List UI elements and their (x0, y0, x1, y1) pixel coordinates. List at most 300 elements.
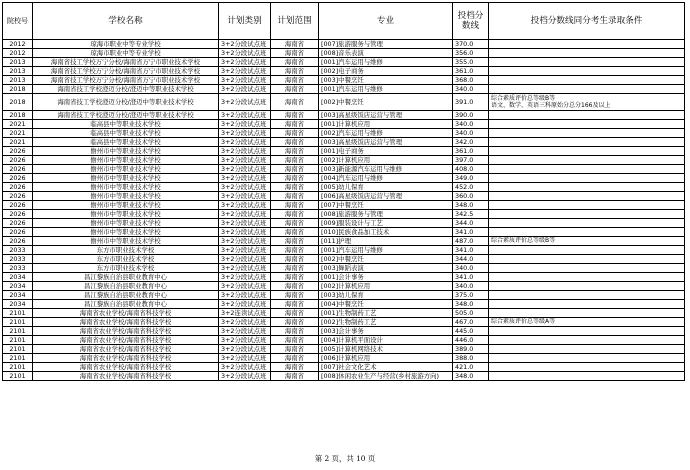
cell-school: 昌江黎族自治县职业教育中心 (33, 291, 219, 300)
cell-major: [010]民族食品加工技术 (319, 228, 453, 237)
cell-school: 儋州市中等职业技术学校 (33, 165, 219, 174)
cell-condition (489, 309, 685, 318)
cell-category: 3+2分段试点班 (219, 156, 271, 165)
table-row (3, 309, 685, 318)
cell-school: 海南省农业学校/海南省科技学校 (33, 309, 219, 318)
table-row (3, 327, 685, 336)
table-row (3, 94, 685, 111)
table-row (3, 165, 685, 174)
cell-score: 397.0 (453, 156, 489, 165)
table-row (3, 228, 685, 237)
cell-score: 342.5 (453, 210, 489, 219)
cell-code: 2026 (3, 219, 33, 228)
cell-code: 2101 (3, 309, 33, 318)
cell-score: 505.0 (453, 309, 489, 318)
cell-scope: 海南省 (271, 85, 319, 94)
cell-condition (489, 228, 685, 237)
cell-school: 琼海市职业中等专业学校 (33, 40, 219, 49)
table-row (3, 345, 685, 354)
cell-scope: 海南省 (271, 300, 319, 309)
cell-category: 3+2分段试点班 (219, 138, 271, 147)
cell-code: 2101 (3, 336, 33, 345)
cell-scope: 海南省 (271, 58, 319, 67)
cell-condition (489, 58, 685, 67)
cell-score: 452.0 (453, 183, 489, 192)
cell-condition (489, 264, 685, 273)
cell-condition (489, 282, 685, 291)
page-footer: 第 2 页，共 10 页 (314, 454, 376, 463)
cell-code: 2018 (3, 111, 33, 120)
cell-school: 海南省农业学校/海南省科技学校 (33, 345, 219, 354)
cell-condition (489, 201, 685, 210)
cell-school: 儋州市中等职业技术学校 (33, 201, 219, 210)
cell-scope: 海南省 (271, 129, 319, 138)
cell-category: 3+2分段试点班 (219, 228, 271, 237)
cell-code: 2026 (3, 201, 33, 210)
cell-major: [002]计算机应用 (319, 156, 453, 165)
cell-major: [002]汽车运用与维修 (319, 129, 453, 138)
cell-score: 344.0 (453, 219, 489, 228)
table-row (3, 372, 685, 381)
cell-condition (489, 372, 685, 381)
cell-scope: 海南省 (271, 174, 319, 183)
cell-code: 2034 (3, 300, 33, 309)
cell-score: 341.0 (453, 246, 489, 255)
cell-major: [001]汽车运用与维修 (319, 246, 453, 255)
cell-school: 儋州市中等职业技术学校 (33, 228, 219, 237)
table-row (3, 318, 685, 327)
cell-major: [002]中餐烹饪 (319, 255, 453, 264)
header-condition: 投档分数线同分考生录取条件 (489, 3, 685, 40)
cell-school: 琼海市职业中等专业学校 (33, 49, 219, 58)
header-category: 计划类别 (219, 3, 271, 40)
cell-school: 海南省技工学校澄迈分校/澄迈中等职业技术学校 (33, 94, 219, 111)
cell-category: 3+2分段试点班 (219, 318, 271, 327)
cell-school: 昌江黎族自治县职业教育中心 (33, 282, 219, 291)
cell-school: 海南省技工学校澄迈分校/澄迈中等职业技术学校 (33, 111, 219, 120)
cell-major: [003]幼儿保育 (319, 291, 453, 300)
cell-major: [008]休闲农业生产与经营(乡村旅游方向) (319, 372, 453, 381)
cell-score: 390.0 (453, 111, 489, 120)
cell-score: 340.0 (453, 282, 489, 291)
cell-school: 临高县中等职业技术学校 (33, 138, 219, 147)
cell-score: 342.0 (453, 138, 489, 147)
cell-score: 445.0 (453, 327, 489, 336)
cell-major: [006]高星级饭店运营与管理 (319, 192, 453, 201)
cell-school: 昌江黎族自治县职业教育中心 (33, 300, 219, 309)
cell-code: 2021 (3, 120, 33, 129)
cell-score: 368.0 (453, 76, 489, 85)
cell-code: 2101 (3, 354, 33, 363)
cell-category: 3+2分段试点班 (219, 372, 271, 381)
cell-condition (489, 363, 685, 372)
cell-score: 340.0 (453, 120, 489, 129)
cell-school: 海南省农业学校/海南省科技学校 (33, 327, 219, 336)
table-row (3, 282, 685, 291)
cell-major: [003]舞蹈表演 (319, 264, 453, 273)
cell-scope: 海南省 (271, 354, 319, 363)
cell-condition (489, 129, 685, 138)
cell-scope: 海南省 (271, 165, 319, 174)
header-major: 专业 (319, 3, 453, 40)
cell-scope: 海南省 (271, 228, 319, 237)
cell-code: 2018 (3, 94, 33, 111)
cell-condition (489, 40, 685, 49)
header-school: 学校名称 (33, 3, 219, 40)
table-row (3, 291, 685, 300)
cell-school: 海南省技工学校万宁分校/海南省万宁市职业技术学校 (33, 67, 219, 76)
cell-school: 昌江黎族自治县职业教育中心 (33, 273, 219, 282)
table-row (3, 273, 685, 282)
cell-school: 儋州市中等职业技术学校 (33, 183, 219, 192)
table-row (3, 210, 685, 219)
cell-condition: 综合素质评价总等级A等 (489, 318, 685, 327)
cell-scope: 海南省 (271, 210, 319, 219)
cell-score: 361.0 (453, 147, 489, 156)
cell-major: [007]中餐烹饪 (319, 201, 453, 210)
cell-major: [004]计算机平面设计 (319, 336, 453, 345)
cell-code: 2013 (3, 67, 33, 76)
cell-condition (489, 174, 685, 183)
cell-scope: 海南省 (271, 309, 319, 318)
cell-condition (489, 49, 685, 58)
cell-code: 2026 (3, 174, 33, 183)
cell-category: 3+2分段试点班 (219, 273, 271, 282)
cell-condition (489, 246, 685, 255)
cell-scope: 海南省 (271, 318, 319, 327)
cell-category: 3+2分段试点班 (219, 183, 271, 192)
cell-condition (489, 192, 685, 201)
cell-major: [001]生物制药工艺 (319, 309, 453, 318)
cell-score: 340.0 (453, 85, 489, 94)
cell-category: 3+2分段试点班 (219, 192, 271, 201)
table-row (3, 49, 685, 58)
cell-major: [007]旅游服务与管理 (319, 40, 453, 49)
cell-category: 3+2分段试点班 (219, 201, 271, 210)
cell-major: [011]护理 (319, 237, 453, 246)
table-body (3, 40, 685, 381)
cell-code: 2026 (3, 183, 33, 192)
cell-code: 2026 (3, 237, 33, 246)
cell-category: 3+2分段试点班 (219, 255, 271, 264)
cell-major: [004]汽车运用与维修 (319, 174, 453, 183)
cell-condition (489, 219, 685, 228)
cell-school: 儋州市中等职业技术学校 (33, 147, 219, 156)
cell-major: [006]计算机应用 (319, 354, 453, 363)
cell-scope: 海南省 (271, 40, 319, 49)
cell-major: [003]高星级饭店运营与管理 (319, 111, 453, 120)
cell-category: 3+2分段试点班 (219, 58, 271, 67)
cell-code: 2034 (3, 282, 33, 291)
cell-code: 2026 (3, 147, 33, 156)
cell-condition (489, 210, 685, 219)
cell-code: 2034 (3, 273, 33, 282)
cell-scope: 海南省 (271, 219, 319, 228)
admission-score-table (2, 2, 685, 381)
cell-scope: 海南省 (271, 372, 319, 381)
cell-category: 3+2分段试点班 (219, 246, 271, 255)
table-row (3, 183, 685, 192)
cell-scope: 海南省 (271, 111, 319, 120)
table-row (3, 354, 685, 363)
cell-code: 2034 (3, 291, 33, 300)
cell-score: 356.0 (453, 49, 489, 58)
cell-major: [008]音乐表演 (319, 49, 453, 58)
cell-condition (489, 165, 685, 174)
cell-major: [001]汽车运用与维修 (319, 58, 453, 67)
cell-condition (489, 120, 685, 129)
cell-score: 421.0 (453, 363, 489, 372)
table-row (3, 336, 685, 345)
cell-school: 临高县中等职业技术学校 (33, 120, 219, 129)
cell-scope: 海南省 (271, 76, 319, 85)
table-row (3, 147, 685, 156)
cell-score: 341.0 (453, 273, 489, 282)
cell-scope: 海南省 (271, 237, 319, 246)
cell-category: 3+2分段试点班 (219, 219, 271, 228)
table-row (3, 255, 685, 264)
cell-school: 儋州市中等职业技术学校 (33, 192, 219, 201)
cell-score: 446.0 (453, 336, 489, 345)
cell-condition (489, 354, 685, 363)
cell-category: 3+2分段试点班 (219, 111, 271, 120)
table-row (3, 138, 685, 147)
table-row (3, 300, 685, 309)
cell-category: 3+2分段试点班 (219, 174, 271, 183)
cell-code: 2026 (3, 156, 33, 165)
cell-score: 348.0 (453, 300, 489, 309)
cell-school: 海南省农业学校/海南省科技学校 (33, 372, 219, 381)
cell-school: 儋州市中等职业技术学校 (33, 237, 219, 246)
cell-major: [002]电子商务 (319, 67, 453, 76)
cell-school: 东方市职业技术学校 (33, 246, 219, 255)
cell-scope: 海南省 (271, 94, 319, 111)
cell-score: 467.0 (453, 318, 489, 327)
cell-condition (489, 147, 685, 156)
cell-scope: 海南省 (271, 183, 319, 192)
cell-category: 3+2分段试点班 (219, 291, 271, 300)
table-row (3, 237, 685, 246)
cell-major: [005]幼儿保育 (319, 183, 453, 192)
table-row (3, 76, 685, 85)
cell-code: 2033 (3, 255, 33, 264)
cell-score: 341.0 (453, 228, 489, 237)
cell-school: 儋州市中等职业技术学校 (33, 156, 219, 165)
cell-condition (489, 67, 685, 76)
cell-scope: 海南省 (271, 156, 319, 165)
cell-school: 儋州市中等职业技术学校 (33, 174, 219, 183)
table-row (3, 264, 685, 273)
cell-major: [004]中餐烹饪 (319, 300, 453, 309)
cell-category: 3+2分段试点班 (219, 147, 271, 156)
cell-code: 2026 (3, 192, 33, 201)
cell-code: 2026 (3, 210, 33, 219)
cell-scope: 海南省 (271, 327, 319, 336)
cell-major: [009]服装设计与工艺 (319, 219, 453, 228)
cell-category: 3+2分段试点班 (219, 49, 271, 58)
cell-school: 海南省技工学校澄迈分校/澄迈中等职业技术学校 (33, 85, 219, 94)
cell-condition (489, 345, 685, 354)
table-row (3, 201, 685, 210)
cell-scope: 海南省 (271, 120, 319, 129)
cell-major: [002]中餐烹饪 (319, 94, 453, 111)
cell-category: 3+2分段试点班 (219, 264, 271, 273)
cell-category: 3+2分段试点班 (219, 67, 271, 76)
cell-school: 东方市职业技术学校 (33, 264, 219, 273)
cell-score: 349.0 (453, 174, 489, 183)
cell-score: 375.0 (453, 291, 489, 300)
cell-scope: 海南省 (271, 273, 319, 282)
cell-major: [003]会计事务 (319, 327, 453, 336)
cell-scope: 海南省 (271, 201, 319, 210)
table-header-row (3, 3, 685, 40)
cell-condition: 综合素质评价总等级B等 语文、数学、英语三科原始分总分166及以上 (489, 94, 685, 111)
table-row (3, 192, 685, 201)
cell-school: 儋州市中等职业技术学校 (33, 210, 219, 219)
cell-major: [001]会计事务 (319, 273, 453, 282)
cell-code: 2021 (3, 138, 33, 147)
cell-code: 2013 (3, 58, 33, 67)
cell-category: 3+2分段试点班 (219, 40, 271, 49)
cell-code: 2101 (3, 345, 33, 354)
cell-code: 2101 (3, 318, 33, 327)
cell-category: 3+2分段试点班 (219, 237, 271, 246)
cell-condition (489, 273, 685, 282)
cell-code: 2012 (3, 49, 33, 58)
cell-code: 2018 (3, 85, 33, 94)
cell-major: [002]计算机应用 (319, 282, 453, 291)
cell-score: 348.0 (453, 201, 489, 210)
cell-category: 3+2分段试点班 (219, 282, 271, 291)
cell-code: 2026 (3, 228, 33, 237)
cell-category: 3+2分段试点班 (219, 210, 271, 219)
cell-major: [002]生物制药工艺 (319, 318, 453, 327)
cell-condition (489, 76, 685, 85)
cell-score: 348.0 (453, 372, 489, 381)
cell-major: [003]中餐烹饪 (319, 76, 453, 85)
cell-school: 海南省农业学校/海南省科技学校 (33, 354, 219, 363)
cell-scope: 海南省 (271, 67, 319, 76)
cell-condition (489, 327, 685, 336)
cell-scope: 海南省 (271, 363, 319, 372)
header-scope: 计划范围 (271, 3, 319, 40)
cell-condition (489, 183, 685, 192)
cell-scope: 海南省 (271, 255, 319, 264)
cell-category: 3+2分段试点班 (219, 327, 271, 336)
cell-score: 408.0 (453, 165, 489, 174)
cell-score: 388.0 (453, 354, 489, 363)
cell-school: 海南省农业学校/海南省科技学校 (33, 318, 219, 327)
cell-major: [008]旅游服务与管理 (319, 210, 453, 219)
cell-category: 3+2分段试点班 (219, 76, 271, 85)
cell-category: 3+2分段试点班 (219, 129, 271, 138)
cell-scope: 海南省 (271, 246, 319, 255)
cell-scope: 海南省 (271, 49, 319, 58)
cell-score: 344.0 (453, 255, 489, 264)
table-row (3, 174, 685, 183)
cell-category: 3+2分段试点班 (219, 345, 271, 354)
cell-scope: 海南省 (271, 291, 319, 300)
cell-scope: 海南省 (271, 336, 319, 345)
cell-condition (489, 85, 685, 94)
cell-code: 2012 (3, 40, 33, 49)
cell-code: 2026 (3, 165, 33, 174)
cell-major: [001]汽车运用与维修 (319, 85, 453, 94)
cell-scope: 海南省 (271, 345, 319, 354)
cell-major: [003]新能源汽车运用与维修 (319, 165, 453, 174)
table-row (3, 219, 685, 228)
cell-school: 儋州市中等职业技术学校 (33, 219, 219, 228)
cell-category: 3+2分段试点班 (219, 300, 271, 309)
table-row (3, 40, 685, 49)
cell-score: 487.0 (453, 237, 489, 246)
cell-major: [003]高星级饭店运营与管理 (319, 138, 453, 147)
cell-category: 3+2分段试点班 (219, 363, 271, 372)
cell-condition (489, 138, 685, 147)
cell-score: 360.0 (453, 192, 489, 201)
cell-major: [007]社会文化艺术 (319, 363, 453, 372)
cell-scope: 海南省 (271, 147, 319, 156)
cell-code: 2013 (3, 76, 33, 85)
table-row (3, 58, 685, 67)
cell-condition: 综合素质评价总等级B等 (489, 237, 685, 246)
cell-category: 3+2分段试点班 (219, 165, 271, 174)
table-row (3, 129, 685, 138)
cell-category: 3+2分段试点班 (219, 94, 271, 111)
cell-major: [005]计算机网络技术 (319, 345, 453, 354)
cell-condition (489, 156, 685, 165)
table-row (3, 363, 685, 372)
cell-scope: 海南省 (271, 282, 319, 291)
table-row (3, 85, 685, 94)
cell-major: [001]电子商务 (319, 147, 453, 156)
cell-school: 海南省技工学校万宁分校/海南省万宁市职业技术学校 (33, 76, 219, 85)
cell-score: 370.0 (453, 40, 489, 49)
cell-category: 3+2分段试点班 (219, 336, 271, 345)
table-row (3, 246, 685, 255)
cell-score: 389.0 (453, 345, 489, 354)
cell-school: 临高县中等职业技术学校 (33, 129, 219, 138)
cell-code: 2033 (3, 246, 33, 255)
cell-category: 3+2分段试点班 (219, 354, 271, 363)
cell-scope: 海南省 (271, 138, 319, 147)
cell-code: 2101 (3, 372, 33, 381)
cell-code: 2101 (3, 363, 33, 372)
cell-category: 3+2分段试点班 (219, 120, 271, 129)
cell-score: 355.0 (453, 58, 489, 67)
cell-school: 海南省农业学校/海南省科技学校 (33, 336, 219, 345)
cell-major: [001]计算机应用 (319, 120, 453, 129)
cell-condition (489, 255, 685, 264)
cell-condition (489, 300, 685, 309)
cell-category: 3+2连读试点班 (219, 309, 271, 318)
table-row (3, 67, 685, 76)
cell-condition (489, 336, 685, 345)
table-row (3, 120, 685, 129)
cell-code: 2033 (3, 264, 33, 273)
header-code: 院校号 (3, 3, 33, 40)
cell-condition (489, 291, 685, 300)
cell-school: 海南省农业学校/海南省科技学校 (33, 363, 219, 372)
cell-scope: 海南省 (271, 192, 319, 201)
table-row (3, 111, 685, 120)
cell-category: 3+2分段试点班 (219, 85, 271, 94)
cell-condition (489, 111, 685, 120)
cell-score: 340.0 (453, 264, 489, 273)
cell-score: 361.0 (453, 67, 489, 76)
cell-school: 东方市职业技术学校 (33, 255, 219, 264)
cell-scope: 海南省 (271, 264, 319, 273)
